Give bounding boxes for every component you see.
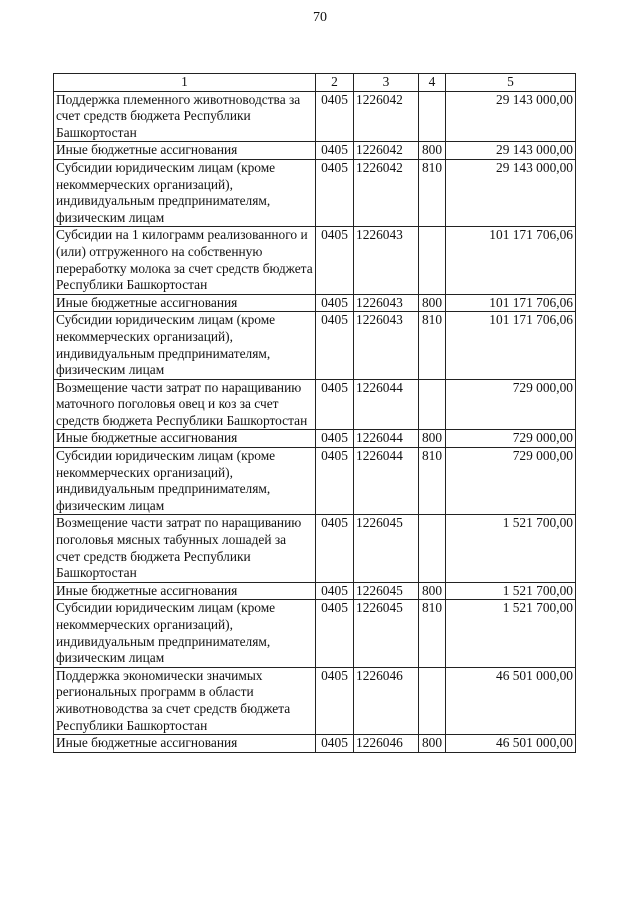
table-row — [54, 294, 576, 312]
row-type-cell: 800 — [419, 735, 446, 753]
row-section-cell: 0405 — [316, 448, 354, 515]
row-name-cell: Возмещение части затрат по наращиванию поголовья мясных табунных лошадей за счет средств бюджета Республики Башкортостан — [54, 515, 316, 582]
row-amount-cell: 729 000,00 — [446, 379, 576, 430]
row-type-cell: 810 — [419, 600, 446, 667]
row-type-cell — [419, 91, 446, 142]
row-target-cell: 1226044 — [354, 379, 419, 430]
row-section-cell: 0405 — [316, 667, 354, 734]
page-number: 70 — [313, 10, 327, 25]
row-type-cell — [419, 667, 446, 734]
column-header: 1 — [54, 74, 316, 92]
column-header: 3 — [354, 74, 419, 92]
row-section-cell: 0405 — [316, 294, 354, 312]
row-amount-cell: 46 501 000,00 — [446, 735, 576, 753]
budget-table — [53, 73, 576, 753]
row-name-cell: Иные бюджетные ассигнования — [54, 430, 316, 448]
row-type-cell — [419, 515, 446, 582]
row-name-cell: Иные бюджетные ассигнования — [54, 582, 316, 600]
row-section-cell: 0405 — [316, 430, 354, 448]
row-name-cell: Возмещение части затрат по наращиванию маточного поголовья овец и коз за счет средств бюджета Республики Башкортостан — [54, 379, 316, 430]
row-name-cell: Субсидии на 1 килограмм реализованного и (или) отгруженного на собственную переработку молока за счет средств бюджета Республики Башкортостан — [54, 227, 316, 294]
row-amount-cell: 29 143 000,00 — [446, 159, 576, 226]
row-amount-cell: 729 000,00 — [446, 430, 576, 448]
row-target-cell: 1226042 — [354, 142, 419, 160]
table-row — [54, 430, 576, 448]
table-row — [54, 582, 576, 600]
row-section-cell: 0405 — [316, 515, 354, 582]
table-row — [54, 159, 576, 226]
row-type-cell: 800 — [419, 142, 446, 160]
table-row — [54, 312, 576, 379]
table-row — [54, 667, 576, 734]
row-amount-cell: 1 521 700,00 — [446, 515, 576, 582]
row-amount-cell: 729 000,00 — [446, 448, 576, 515]
row-target-cell: 1226045 — [354, 600, 419, 667]
row-target-cell: 1226043 — [354, 227, 419, 294]
row-section-cell: 0405 — [316, 159, 354, 226]
row-name-cell: Иные бюджетные ассигнования — [54, 735, 316, 753]
table-row — [54, 515, 576, 582]
row-section-cell: 0405 — [316, 142, 354, 160]
row-type-cell — [419, 379, 446, 430]
row-target-cell: 1226044 — [354, 448, 419, 515]
row-name-cell: Субсидии юридическим лицам (кроме некоммерческих организаций), индивидуальным предпринимателям, физическим лицам — [54, 600, 316, 667]
column-header: 2 — [316, 74, 354, 92]
row-amount-cell: 29 143 000,00 — [446, 142, 576, 160]
row-target-cell: 1226043 — [354, 312, 419, 379]
row-amount-cell: 101 171 706,06 — [446, 227, 576, 294]
row-amount-cell: 101 171 706,06 — [446, 312, 576, 379]
table-row — [54, 600, 576, 667]
row-target-cell: 1226046 — [354, 735, 419, 753]
table-row — [54, 91, 576, 142]
row-section-cell: 0405 — [316, 91, 354, 142]
column-header: 5 — [446, 74, 576, 92]
table-body — [54, 91, 576, 752]
row-name-cell: Субсидии юридическим лицам (кроме некоммерческих организаций), индивидуальным предпринимателям, физическим лицам — [54, 448, 316, 515]
row-section-cell: 0405 — [316, 312, 354, 379]
column-header: 4 — [419, 74, 446, 92]
row-target-cell: 1226045 — [354, 582, 419, 600]
row-target-cell: 1226046 — [354, 667, 419, 734]
row-type-cell: 800 — [419, 294, 446, 312]
row-name-cell: Поддержка экономически значимых региональных программ в области животноводства за счет средств бюджета Республики Башкортостан — [54, 667, 316, 734]
row-section-cell: 0405 — [316, 600, 354, 667]
row-amount-cell: 46 501 000,00 — [446, 667, 576, 734]
table-row — [54, 142, 576, 160]
row-type-cell: 810 — [419, 159, 446, 226]
row-section-cell: 0405 — [316, 227, 354, 294]
row-name-cell: Субсидии юридическим лицам (кроме некоммерческих организаций), индивидуальным предпринимателям, физическим лицам — [54, 159, 316, 226]
row-amount-cell: 1 521 700,00 — [446, 600, 576, 667]
row-section-cell: 0405 — [316, 379, 354, 430]
table-header-row — [54, 74, 576, 92]
table-row — [54, 227, 576, 294]
row-section-cell: 0405 — [316, 735, 354, 753]
row-type-cell: 800 — [419, 582, 446, 600]
row-name-cell: Субсидии юридическим лицам (кроме некоммерческих организаций), индивидуальным предпринимателям, физическим лицам — [54, 312, 316, 379]
table-row — [54, 735, 576, 753]
row-target-cell: 1226043 — [354, 294, 419, 312]
row-name-cell: Иные бюджетные ассигнования — [54, 294, 316, 312]
row-amount-cell: 101 171 706,06 — [446, 294, 576, 312]
row-section-cell: 0405 — [316, 582, 354, 600]
row-type-cell: 810 — [419, 312, 446, 379]
row-target-cell: 1226042 — [354, 91, 419, 142]
row-amount-cell: 29 143 000,00 — [446, 91, 576, 142]
row-type-cell — [419, 227, 446, 294]
row-target-cell: 1226045 — [354, 515, 419, 582]
row-amount-cell: 1 521 700,00 — [446, 582, 576, 600]
row-target-cell: 1226044 — [354, 430, 419, 448]
row-target-cell: 1226042 — [354, 159, 419, 226]
row-name-cell: Иные бюджетные ассигнования — [54, 142, 316, 160]
row-type-cell: 800 — [419, 430, 446, 448]
row-name-cell: Поддержка племенного животноводства за счет средств бюджета Республики Башкортостан — [54, 91, 316, 142]
table-row — [54, 448, 576, 515]
table-row — [54, 379, 576, 430]
row-type-cell: 810 — [419, 448, 446, 515]
